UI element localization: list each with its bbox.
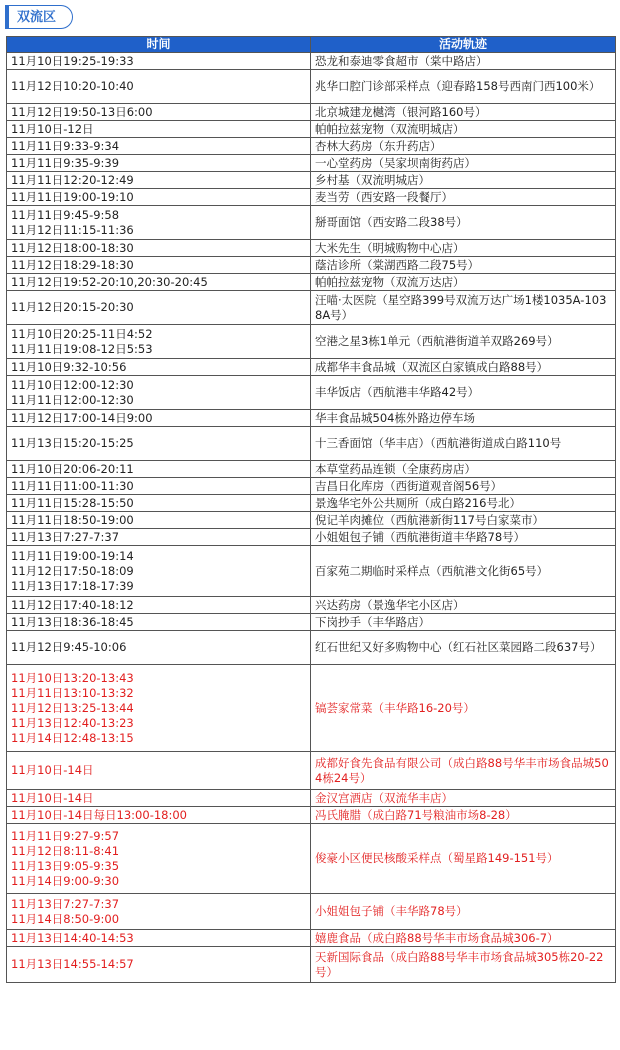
- time-entry: 11月11日9:27-9:57: [11, 828, 120, 843]
- time-cell: [7, 138, 311, 155]
- place-cell: 小姐姐包子铺（西航港街道丰华路78号）: [311, 529, 616, 546]
- time-cell: [7, 546, 311, 597]
- time-entry: 11月13日15:20-15:25: [11, 436, 134, 450]
- time-entry: 11月11日19:00-19:10: [11, 189, 134, 204]
- time-cell: [7, 631, 311, 665]
- table-row: [7, 597, 616, 614]
- time-cell: [7, 824, 311, 894]
- time-cell: [7, 427, 311, 461]
- place-cell: 俊豪小区便民核酸采样点（蜀星路149-151号）: [311, 824, 616, 894]
- place-cell: 本草堂药品连锁（全康药房店）: [311, 461, 616, 478]
- time-cell: [7, 614, 311, 631]
- time-entry: 11月13日9:05-9:35: [11, 858, 120, 873]
- table-row: [7, 121, 616, 138]
- time-cell: [7, 461, 311, 478]
- time-cell: [7, 495, 311, 512]
- table-row: [7, 410, 616, 427]
- table-row: [7, 529, 616, 546]
- table-row: [7, 824, 616, 894]
- table-row: [7, 189, 616, 206]
- time-entry: 11月11日13:10-13:32: [11, 685, 134, 700]
- time-cell: [7, 206, 311, 240]
- time-cell: [7, 529, 311, 546]
- time-entry: 11月11日19:00-19:14: [11, 548, 134, 563]
- table-row: [7, 894, 616, 930]
- time-cell: [7, 257, 311, 274]
- time-cell: [7, 359, 311, 376]
- place-cell: 吉昌日化库房（西街道观音阁56号）: [311, 478, 616, 495]
- time-entry: 11月14日8:50-9:00: [11, 911, 120, 926]
- place-cell: 华丰食品城504栋外路边停车场: [311, 410, 616, 427]
- place-cell: 大米先生（明城购物中心店）: [311, 240, 616, 257]
- time-entry: 11月13日18:36-18:45: [11, 614, 134, 629]
- time-entry: 11月13日14:40-14:53: [11, 930, 134, 945]
- time-entry: 11月11日12:00-12:30: [11, 392, 134, 407]
- time-entry: 11月10日-14日: [11, 790, 94, 805]
- time-entry: 11月10日13:20-13:43: [11, 670, 134, 685]
- time-entry: 11月10日-14日每日13:00-18:00: [11, 807, 187, 822]
- time-cell: [7, 894, 311, 930]
- header-track: 活动轨迹: [311, 37, 616, 53]
- time-entry: 11月11日18:50-19:00: [11, 512, 134, 527]
- place-cell: 金汉宫酒店（双流华丰店）: [311, 790, 616, 807]
- activity-table: [6, 36, 616, 983]
- time-cell: [7, 274, 311, 291]
- time-cell: [7, 665, 311, 752]
- place-cell: 小姐姐包子铺（丰华路78号）: [311, 894, 616, 930]
- table-body: [7, 53, 616, 983]
- time-entry: 11月12日13:25-13:44: [11, 700, 134, 715]
- place-cell: 丰华饭店（西航港丰华路42号）: [311, 376, 616, 410]
- time-entry: 11月13日7:27-7:37: [11, 529, 120, 544]
- time-entry: 11月11日12:20-12:49: [11, 172, 134, 187]
- time-cell: [7, 807, 311, 824]
- table-row: [7, 461, 616, 478]
- district-tag: 双流区: [5, 5, 73, 29]
- time-cell: [7, 947, 311, 983]
- place-cell: 下岗抄手（丰华路店）: [311, 614, 616, 631]
- time-entry: 11月12日18:29-18:30: [11, 257, 134, 272]
- table-row: [7, 240, 616, 257]
- time-cell: [7, 104, 311, 121]
- place-cell: 倪记羊肉摊位（西航港新街117号白家菜市）: [311, 512, 616, 529]
- time-cell: [7, 240, 311, 257]
- time-entry: 11月12日17:00-14日9:00: [11, 410, 153, 425]
- place-cell: 帕帕拉兹宠物（双流明城店）: [311, 121, 616, 138]
- table-row: [7, 930, 616, 947]
- time-cell: [7, 155, 311, 172]
- place-cell: 嬉鹿食品（成白路88号华丰市场食品城306-7）: [311, 930, 616, 947]
- table-row: [7, 257, 616, 274]
- table-row: [7, 752, 616, 790]
- table-row: [7, 807, 616, 824]
- time-entry: 11月11日19:08-12日5:53: [11, 341, 153, 356]
- place-cell: 一心堂药房（吴家坝南街药店）: [311, 155, 616, 172]
- time-entry: 11月13日12:40-13:23: [11, 715, 134, 730]
- time-entry: 11月12日17:50-18:09: [11, 563, 134, 578]
- time-entry: 11月13日7:27-7:37: [11, 896, 120, 911]
- table-row: [7, 291, 616, 325]
- place-cell: 兆华口腔门诊部采样点（迎春路158号西南门西100米）: [311, 70, 616, 104]
- time-entry: 11月12日19:52-20:10,20:30-20:45: [11, 274, 208, 289]
- time-cell: [7, 512, 311, 529]
- table-row: [7, 53, 616, 70]
- time-entry: 11月12日19:50-13日6:00: [11, 104, 153, 119]
- table-row: [7, 512, 616, 529]
- place-cell: 兴达药房（景逸华宅小区店）: [311, 597, 616, 614]
- place-cell: 百家苑二期临时采样点（西航港文化街65号）: [311, 546, 616, 597]
- table-row: [7, 376, 616, 410]
- table-row: [7, 478, 616, 495]
- time-entry: 11月11日11:00-11:30: [11, 478, 134, 493]
- table-row: [7, 614, 616, 631]
- time-cell: [7, 121, 311, 138]
- time-entry: 11月10日19:25-19:33: [11, 53, 134, 68]
- table-row: [7, 427, 616, 461]
- time-cell: [7, 53, 311, 70]
- table-row: [7, 325, 616, 359]
- time-entry: 11月10日9:32-10:56: [11, 359, 127, 374]
- time-cell: [7, 752, 311, 790]
- table-row: [7, 172, 616, 189]
- time-cell: [7, 790, 311, 807]
- time-entry: 11月11日9:35-9:39: [11, 155, 120, 170]
- table-row: [7, 790, 616, 807]
- time-entry: 11月14日12:48-13:15: [11, 730, 134, 745]
- time-cell: [7, 597, 311, 614]
- time-cell: [7, 291, 311, 325]
- time-entry: 11月12日20:15-20:30: [11, 300, 134, 314]
- time-entry: 11月10日-12日: [11, 121, 94, 136]
- time-entry: 11月10日20:25-11日4:52: [11, 326, 153, 341]
- place-cell: 蔭洁诊所（棠湖西路二段75号）: [311, 257, 616, 274]
- time-cell: [7, 325, 311, 359]
- place-cell: 天新国际食品（成白路88号华丰市场食品城305栋20-22号）: [311, 947, 616, 983]
- place-cell: 成都华丰食品城（双流区白家镇成白路88号）: [311, 359, 616, 376]
- table-row: [7, 665, 616, 752]
- place-cell: 镐荟家常菜（丰华路16-20号）: [311, 665, 616, 752]
- place-cell: 恐龙和泰迪零食超市（棠中路店）: [311, 53, 616, 70]
- time-cell: [7, 172, 311, 189]
- time-entry: 11月12日11:15-11:36: [11, 222, 134, 237]
- place-cell: 冯氏腌腊（成白路71号粮油市场8-28）: [311, 807, 616, 824]
- time-entry: 11月12日10:20-10:40: [11, 79, 134, 93]
- table-row: [7, 70, 616, 104]
- place-cell: 空港之星3栋1单元（西航港街道羊双路269号）: [311, 325, 616, 359]
- table-row: [7, 495, 616, 512]
- table-row: [7, 274, 616, 291]
- time-entry: 11月14日9:00-9:30: [11, 873, 120, 888]
- time-entry: 11月12日8:11-8:41: [11, 843, 120, 858]
- place-cell: 十三香面馆（华丰店）（西航港街道成白路110号: [311, 427, 616, 461]
- table-row: [7, 138, 616, 155]
- time-cell: [7, 376, 311, 410]
- time-entry: 11月10日12:00-12:30: [11, 377, 134, 392]
- place-cell: 麦当劳（西安路一段餐厅）: [311, 189, 616, 206]
- table-row: [7, 206, 616, 240]
- time-entry: 11月10日20:06-20:11: [11, 461, 134, 476]
- time-entry: 11月11日15:28-15:50: [11, 495, 134, 510]
- table-row: [7, 155, 616, 172]
- time-entry: 11月12日18:00-18:30: [11, 240, 134, 255]
- place-cell: 杏林大药房（东升药店）: [311, 138, 616, 155]
- time-entry: 11月13日17:18-17:39: [11, 578, 134, 593]
- place-cell: 帕帕拉兹宠物（双流万达店）: [311, 274, 616, 291]
- time-entry: 11月10日-14日: [11, 763, 94, 777]
- time-entry: 11月13日14:55-14:57: [11, 957, 134, 971]
- place-cell: 乡村基（双流明城店）: [311, 172, 616, 189]
- time-cell: [7, 70, 311, 104]
- place-cell: 红石世纪又好多购物中心（红石社区菜园路二段637号）: [311, 631, 616, 665]
- place-cell: 汪喵·太医院（星空路399号双流万达广场1楼1035A-1038A号）: [311, 291, 616, 325]
- time-cell: [7, 930, 311, 947]
- time-cell: [7, 189, 311, 206]
- place-cell: 掰哥面馆（西安路二段38号）: [311, 206, 616, 240]
- header-time: 时间: [7, 37, 311, 53]
- place-cell: 成都好食先食品有限公司（成白路88号华丰市场食品城504栋24号）: [311, 752, 616, 790]
- time-entry: 11月11日9:33-9:34: [11, 138, 120, 153]
- table-header-row: [7, 37, 616, 53]
- table-row: [7, 631, 616, 665]
- time-cell: [7, 478, 311, 495]
- table-row: [7, 947, 616, 983]
- table-row: [7, 104, 616, 121]
- table-row: [7, 546, 616, 597]
- table-row: [7, 359, 616, 376]
- time-entry: 11月12日17:40-18:12: [11, 597, 134, 612]
- time-entry: 11月11日9:45-9:58: [11, 207, 120, 222]
- time-cell: [7, 410, 311, 427]
- place-cell: 北京城建龙樾湾（银河路160号）: [311, 104, 616, 121]
- time-entry: 11月12日9:45-10:06: [11, 640, 127, 654]
- place-cell: 景逸华宅外公共厕所（成白路216号北）: [311, 495, 616, 512]
